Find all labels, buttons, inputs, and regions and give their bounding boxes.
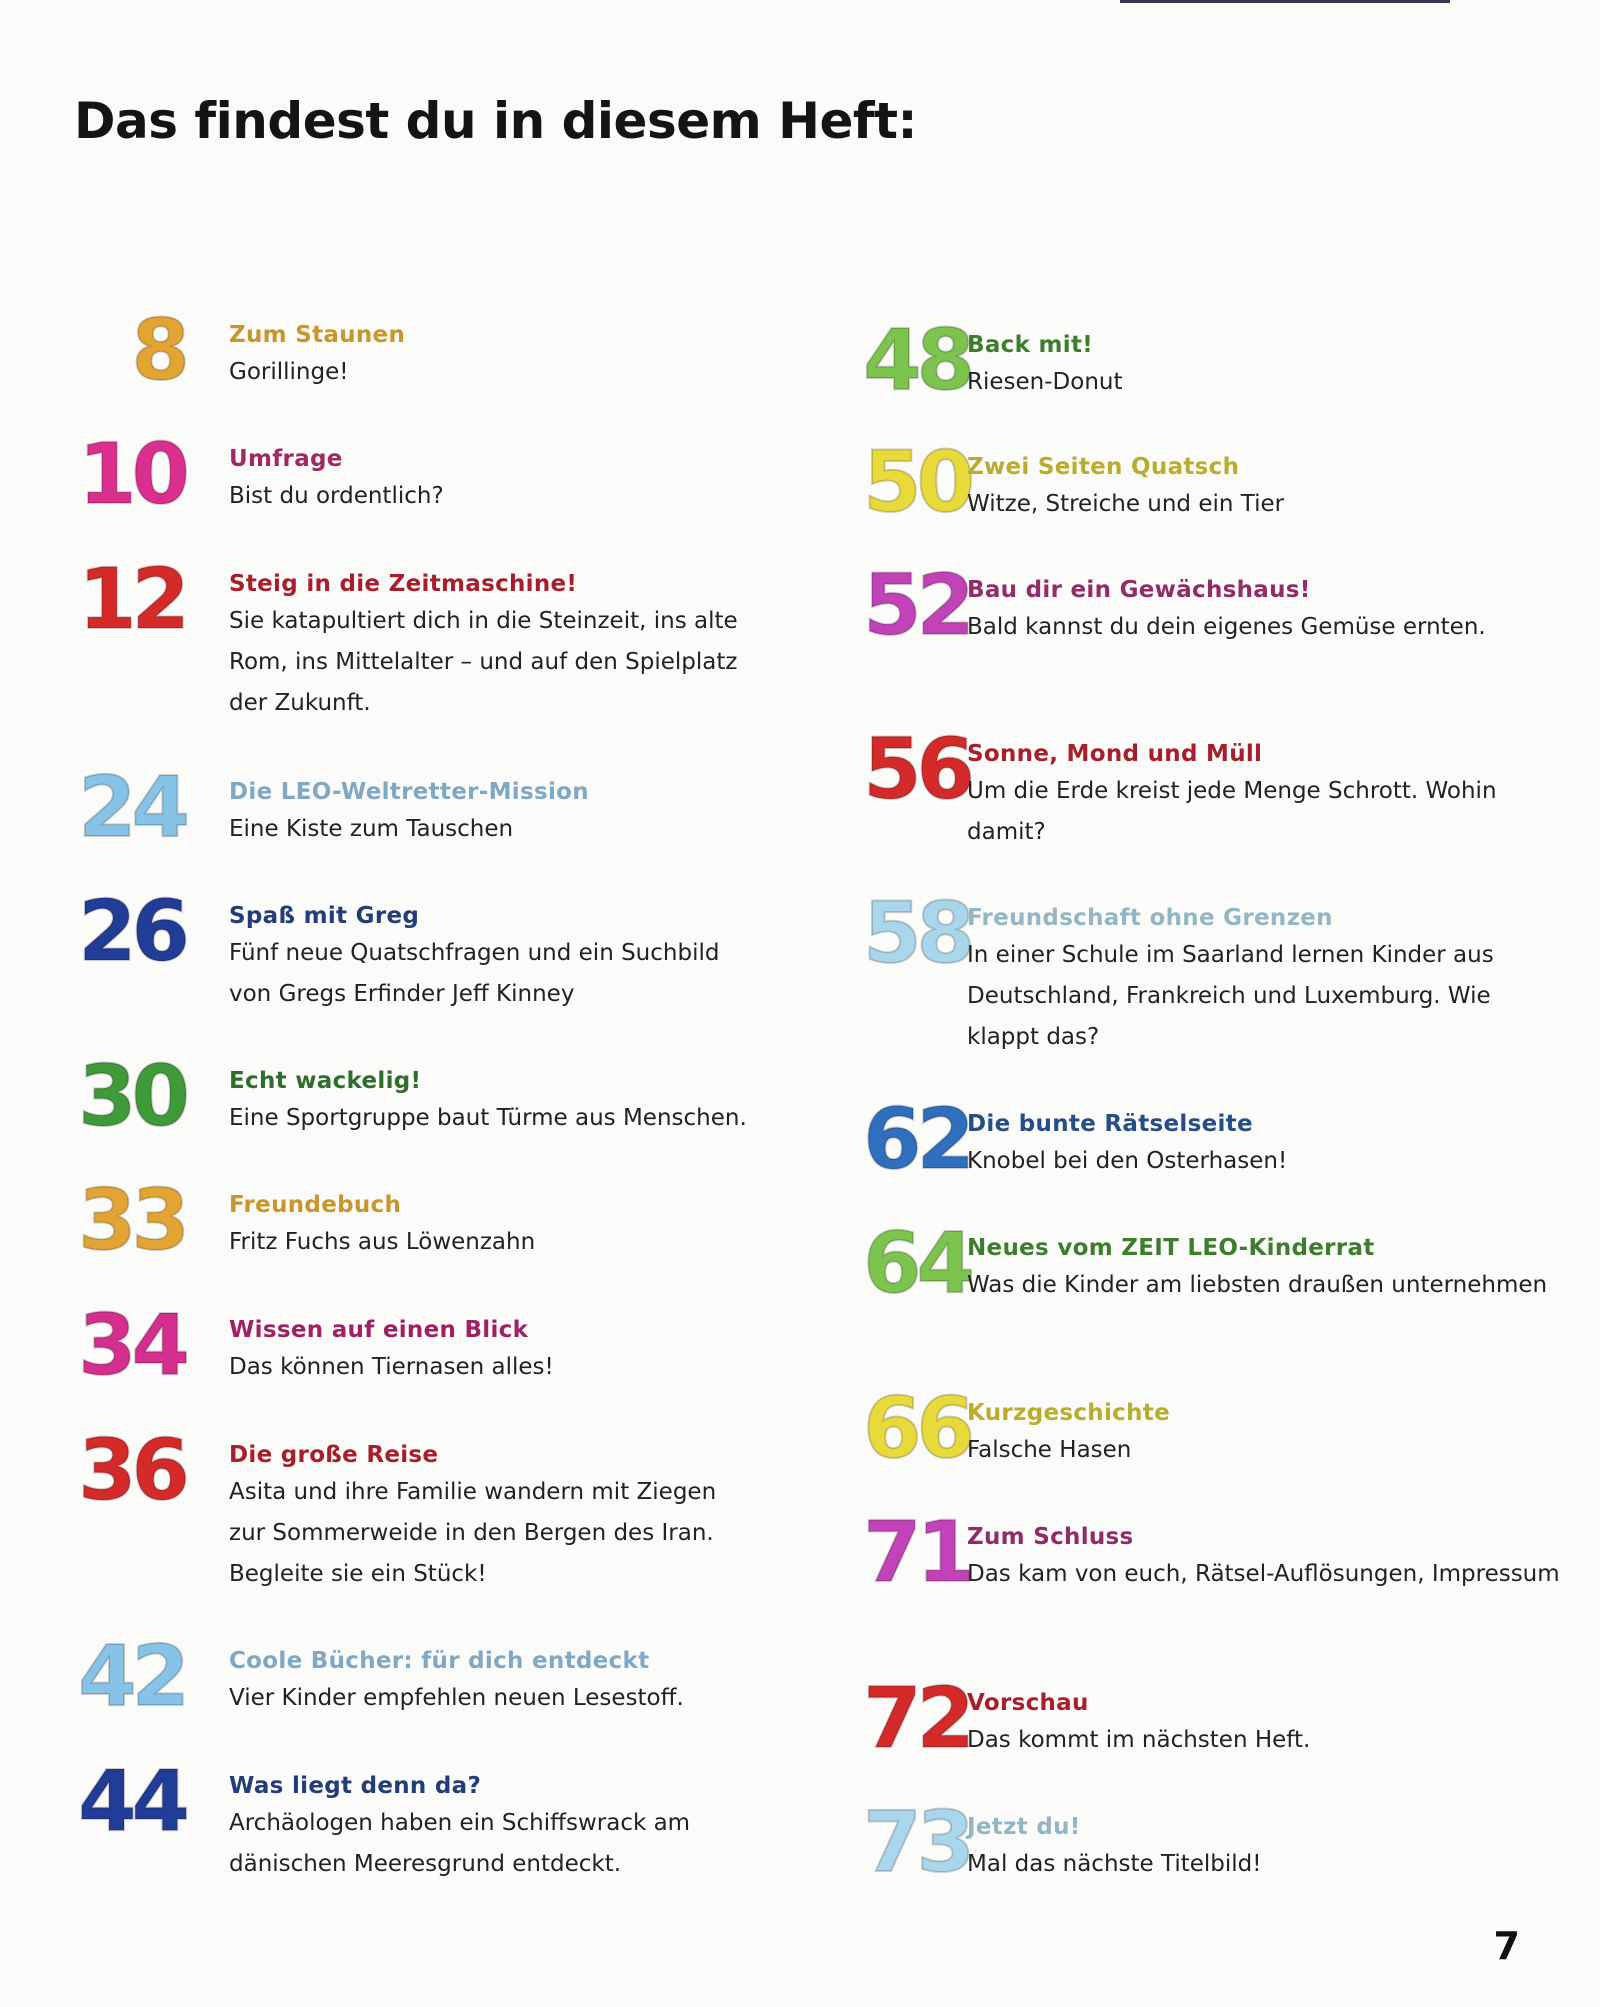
entry-kicker: Freundschaft ohne Grenzen (967, 905, 1333, 931)
entry-text (229, 901, 759, 1015)
entry-description: Eine Sportgruppe baut Türme aus Menschen. (229, 1105, 747, 1131)
entry-description: Das können Tiernasen alles! (229, 1354, 554, 1380)
entry-description: Asita und ihre Familie wandern mit Ziegen zur Sommerweide in den Bergen des Iran. Begleite sie ein Stück! (229, 1479, 717, 1587)
entry-text (229, 1646, 759, 1719)
entry-text (967, 1688, 1567, 1761)
entry-text (229, 1190, 759, 1263)
entry-kicker: Coole Bücher: für dich entdeckt (229, 1648, 650, 1674)
entry-kicker: Kurzgeschichte (967, 1400, 1170, 1426)
entry-text (967, 1109, 1567, 1182)
entry-text (967, 903, 1567, 1058)
page-number: 58 (863, 884, 970, 982)
page-number: 52 (863, 556, 970, 654)
page-number: 24 (78, 758, 185, 856)
entry-text (229, 569, 759, 724)
entry-text (967, 739, 1567, 853)
entry-kicker: Die bunte Rätselseite (967, 1111, 1253, 1137)
entry-kicker: Die große Reise (229, 1442, 439, 1468)
page-number: 50 (863, 433, 970, 531)
entry-description: Bist du ordentlich? (229, 483, 444, 509)
entry-text (967, 1522, 1567, 1595)
page-number: 71 (863, 1503, 970, 1601)
page-number: 36 (78, 1421, 185, 1519)
entry-kicker: Freundebuch (229, 1192, 402, 1218)
entry-description: Bald kannst du dein eigenes Gemüse ernten. (967, 614, 1486, 640)
entry-kicker: Wissen auf einen Blick (229, 1317, 529, 1343)
entry-description: Was die Kinder am liebsten draußen unternehmen (967, 1272, 1548, 1298)
entry-text (967, 1812, 1567, 1885)
page-number: 8 (131, 301, 185, 399)
entry-kicker: Neues vom ZEIT LEO-Kinderrat (967, 1235, 1375, 1261)
entry-description: Falsche Hasen (967, 1437, 1132, 1463)
entry-text (229, 1066, 759, 1139)
entry-description: Das kam von euch, Rätsel-Auflösungen, Impressum (967, 1561, 1560, 1587)
entry-description: Archäologen haben ein Schiffswrack am dänischen Meeresgrund entdeckt. (229, 1810, 691, 1877)
page-title: Das findest du in diesem Heft: (74, 92, 918, 150)
entry-kicker: Zum Schluss (967, 1524, 1134, 1550)
entry-kicker: Jetzt du! (967, 1814, 1081, 1840)
entry-kicker: Back mit! (967, 332, 1094, 358)
entry-kicker: Zwei Seiten Quatsch (967, 454, 1240, 480)
entry-description: Mal das nächste Titelbild! (967, 1851, 1262, 1877)
entry-kicker: Steig in die Zeitmaschine! (229, 571, 578, 597)
page-number: 64 (863, 1214, 970, 1312)
page-number: 73 (863, 1793, 970, 1891)
entry-kicker: Spaß mit Greg (229, 903, 420, 929)
page-number: 26 (78, 882, 185, 980)
entry-text (967, 575, 1567, 648)
page-number: 42 (78, 1627, 185, 1725)
entry-text (229, 1771, 759, 1885)
entry-kicker: Bau dir ein Gewächshaus! (967, 577, 1311, 603)
entry-description: Eine Kiste zum Tauschen (229, 816, 514, 842)
top-edge-rule (1120, 0, 1450, 3)
page-number: 72 (863, 1669, 970, 1767)
entry-description: Um die Erde kreist jede Menge Schrott. Wohin damit? (967, 778, 1497, 845)
entry-description: Gorillinge! (229, 359, 349, 385)
entry-description: Sie katapultiert dich in die Steinzeit, ins alte Rom, ins Mittelalter – und auf den Spielplatz der Zukunft. (229, 608, 738, 716)
entry-text (967, 452, 1567, 525)
page-number: 48 (863, 311, 970, 409)
entry-kicker: Zum Staunen (229, 322, 406, 348)
page-number: 30 (78, 1047, 185, 1145)
page-number: 12 (78, 550, 185, 648)
page-number: 10 (78, 425, 185, 523)
entry-text (229, 1440, 759, 1595)
entry-description: Witze, Streiche und ein Tier (967, 491, 1285, 517)
entry-kicker: Umfrage (229, 446, 343, 472)
entry-description: Riesen-Donut (967, 369, 1123, 395)
page-number: 62 (863, 1090, 970, 1188)
entry-text (229, 444, 759, 517)
entry-text (967, 1233, 1567, 1306)
entry-description: In einer Schule im Saarland lernen Kinder aus Deutschland, Frankreich und Luxemburg. Wie klappt das? (967, 942, 1494, 1050)
page-number: 34 (78, 1296, 185, 1394)
entry-kicker: Echt wackelig! (229, 1068, 422, 1094)
page-number: 33 (78, 1171, 185, 1269)
page-number: 44 (78, 1752, 185, 1850)
entry-text (967, 1398, 1567, 1471)
entry-text (229, 1315, 759, 1388)
entry-text (967, 330, 1567, 403)
entry-kicker: Die LEO-Weltretter-Mission (229, 779, 589, 805)
page-number: 66 (863, 1379, 970, 1477)
entry-description: Fünf neue Quatschfragen und ein Suchbild von Gregs Erfinder Jeff Kinney (229, 940, 720, 1007)
entry-kicker: Vorschau (967, 1690, 1089, 1716)
entry-text (229, 777, 759, 850)
entry-description: Knobel bei den Osterhasen! (967, 1148, 1288, 1174)
entry-description: Das kommt im nächsten Heft. (967, 1727, 1311, 1753)
entry-text (229, 320, 759, 393)
page-number: 56 (863, 720, 970, 818)
page-folio: 7 (1493, 1924, 1520, 1968)
entry-kicker: Sonne, Mond und Müll (967, 741, 1263, 767)
entry-description: Fritz Fuchs aus Löwenzahn (229, 1229, 536, 1255)
entry-kicker: Was liegt denn da? (229, 1773, 482, 1799)
entry-description: Vier Kinder empfehlen neuen Lesestoff. (229, 1685, 684, 1711)
